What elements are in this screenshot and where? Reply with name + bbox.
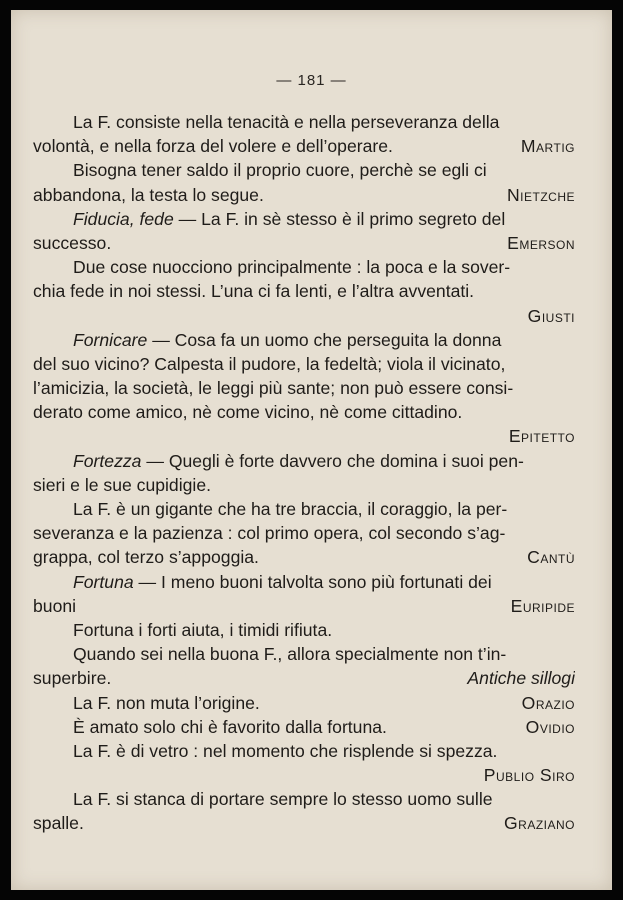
text-line	[33, 739, 575, 763]
line-text: sieri e le sue cupidigie.	[33, 474, 211, 495]
book-page	[11, 10, 612, 890]
text-line	[33, 811, 575, 835]
line-text: La F. consiste nella tenacità e nella perseveranza della	[73, 112, 500, 132]
line-text: buoni	[33, 595, 77, 616]
text-line	[33, 545, 575, 569]
text-line	[33, 497, 575, 521]
line-text: chia fede in noi stessi. L’una ci fa lenti, e l’altra avventati.	[33, 281, 475, 302]
line-text: superbire.	[33, 668, 112, 689]
text-line	[33, 352, 575, 376]
line-text: Fortuna i forti aiuta, i timidi rifiuta.	[73, 619, 333, 640]
line-text: severanza e la pazienza : col primo opera, col secondo s’ag-	[33, 523, 506, 544]
line-text: volontà, e nella forza del volere e dell’operare.	[33, 136, 393, 157]
line-text: La F. si stanca di portare sempre lo stesso uomo sulle	[73, 789, 493, 810]
entry-term: Fiducia, fede	[73, 208, 174, 229]
line-text: grappa, col terzo s’appoggia.	[33, 547, 259, 568]
entry-term: Fornicare	[73, 329, 148, 350]
text-line	[33, 183, 575, 207]
text-line	[33, 279, 575, 303]
entry-term: Fortezza	[73, 450, 142, 471]
text-line	[33, 691, 575, 715]
author-attribution: Giusti	[527, 305, 575, 326]
author-attribution: Graziano	[503, 813, 575, 834]
author-attribution: Martig	[520, 136, 575, 157]
entry-text: — La F. in sè stesso è il primo segreto del	[173, 208, 506, 229]
line-text: abbandona, la testa lo segue.	[33, 184, 264, 205]
author-attribution: Nietzche	[506, 184, 575, 205]
author-attribution: Publio Siro	[483, 765, 575, 786]
text-line	[33, 231, 575, 255]
line-text: Bisogna tener saldo il proprio cuore, perchè se egli ci	[73, 160, 487, 181]
line-text: successo.	[33, 232, 112, 253]
line-text: Due cose nuocciono principalmente : la poca e la sover-	[73, 257, 511, 278]
text-line	[33, 618, 575, 642]
text-line	[33, 158, 575, 182]
text-line	[33, 400, 575, 424]
text-line	[33, 787, 575, 811]
author-attribution: Emerson	[507, 232, 575, 253]
line-text: l’amicizia, la società, le leggi più sante; non può essere consi-	[33, 378, 514, 399]
text-line	[33, 376, 575, 400]
author-attribution: Epitetto	[508, 426, 575, 447]
text-line	[33, 207, 575, 231]
text-line	[33, 328, 575, 352]
text-line	[33, 763, 575, 787]
page-number: — 181 —	[276, 72, 347, 89]
line-text: del suo vicino? Calpesta il pudore, la fedeltà; viola il vicinato,	[33, 353, 506, 374]
text-line	[33, 473, 575, 497]
author-attribution: Cantù	[527, 547, 575, 568]
author-attribution: Antiche sillogi	[467, 668, 575, 689]
line-text: È amato solo chi è favorito dalla fortuna.	[73, 716, 387, 737]
text-line	[33, 449, 575, 473]
author-attribution: Ovidio	[525, 716, 575, 737]
entry-text: — Quegli è forte davvero che domina i suoi pen-	[141, 450, 524, 471]
text-line	[33, 642, 575, 666]
line-text: La F. è un gigante che ha tre braccia, il coraggio, la per-	[73, 499, 508, 519]
line-text: spalle.	[33, 813, 84, 834]
author-attribution: Euripide	[510, 595, 575, 616]
text-line	[33, 304, 575, 328]
text-line	[33, 521, 575, 545]
text-line	[33, 666, 575, 690]
entry-term: Fortuna	[73, 571, 134, 592]
text-line	[33, 570, 575, 594]
author-attribution: Orazio	[521, 692, 575, 713]
line-text: La F. non muta l’origine.	[73, 692, 260, 713]
text-line	[33, 715, 575, 739]
line-text: Quando sei nella buona F., allora specialmente non t’in-	[73, 644, 507, 665]
text-line	[33, 110, 575, 134]
entry-text: — I meno buoni talvolta sono più fortunati dei	[133, 571, 492, 592]
entry-text: — Cosa fa un uomo che perseguita la donna	[147, 329, 502, 350]
text-line	[33, 255, 575, 279]
line-text: La F. è di vetro : nel momento che risplende si spezza.	[73, 740, 498, 761]
page-text	[33, 110, 575, 836]
text-line	[33, 424, 575, 448]
text-line	[33, 594, 575, 618]
text-line	[33, 134, 575, 158]
line-text: derato come amico, nè come vicino, nè come cittadino.	[33, 402, 463, 423]
